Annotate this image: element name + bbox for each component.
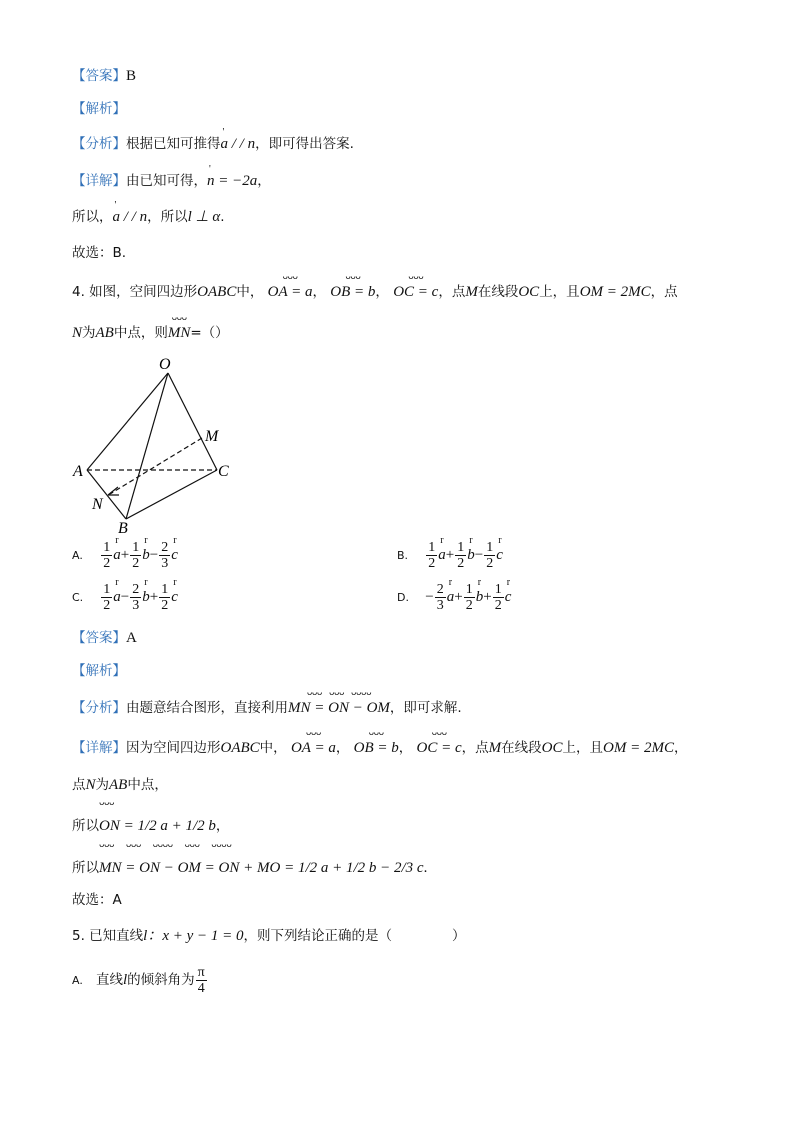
q4-mn-line: 所以 ᴗᴗᴗ ᴗᴗᴗ ᴗᴗᴗᴗ ᴗᴗᴗ ᴗᴗᴗᴗ MN = ON − OM = ON + MO = 1/2 a + 1/2 b − 2/3 c. <box>72 850 427 886</box>
xiangjie-text: 在线段 <box>501 740 542 756</box>
q4-on-line: 所以 ᴗᴗᴗ ON = 1/2 a + 1/2 b， <box>72 808 229 844</box>
q3-suoyi-line <box>72 207 225 227</box>
stem-text: ，点 <box>650 284 678 300</box>
vector-oc-eq: ᴗᴗᴗ OC = c <box>416 728 462 756</box>
xiangjie-text: 中， <box>259 740 287 756</box>
option-b: B. $\frac{1}{2}$ r a+ $\frac{1}{2}$ r b− $\frac{1}{2}$ r c <box>397 540 503 571</box>
q4-answer-line <box>72 628 137 648</box>
q3-analysis-line <box>72 99 126 119</box>
quad-name: OABC <box>197 284 237 300</box>
stem-text: =（） <box>190 325 229 341</box>
suoyi-label: 所以 <box>72 818 99 834</box>
segment-oc: OC <box>518 284 540 300</box>
point-n: N <box>85 777 96 793</box>
suoyi-math2: l ⊥ α <box>187 209 221 225</box>
point-n: N <box>72 325 83 341</box>
q5-option-a <box>72 962 208 999</box>
line-l: l <box>143 928 148 944</box>
option-a: A. $\frac{1}{2}$ r a+ $\frac{1}{2}$ r b− $\frac{2}{3}$ r c <box>72 540 178 571</box>
q4-stem-line1: 4. 如图，空间四边形OABC中， ᴗᴗᴗ OA = a， ᴗᴗᴗ OB = b， ᴗᴗᴗ OC = c，点M在线段OC上，且OM = 2MC，点 <box>72 272 678 300</box>
segment-ab: AB <box>109 777 128 793</box>
fenxi-math: ᴗᴗᴗ ᴗᴗᴗ ᴗᴗᴗᴗ MN = ON − OM <box>288 688 390 716</box>
segment-ab: AB <box>95 325 114 341</box>
xiangjie-text: ，点 <box>461 740 489 756</box>
text: 为 <box>95 777 110 793</box>
label-m: M <box>205 428 219 445</box>
choose-text: 故选：A <box>72 892 122 908</box>
point-m: M <box>465 284 478 300</box>
q3-answer-line <box>72 66 136 86</box>
analysis-tag: 【解析】 <box>72 101 126 117</box>
fenxi-text: 由题意结合图形，直接利用 <box>126 700 288 716</box>
q4-fenxi-line <box>72 688 462 718</box>
option-text: 的倾斜角为 <box>127 972 195 988</box>
q3-xiangjie-line <box>72 171 271 191</box>
text: 点 <box>72 777 86 793</box>
line-l: l <box>123 972 128 988</box>
suoyi-end: . <box>220 209 225 225</box>
label-n: N <box>92 496 103 513</box>
mn-expr: ᴗᴗᴗ ᴗᴗᴗ ᴗᴗᴗᴗ ᴗᴗᴗ ᴗᴗᴗᴗ MN = ON − OM = ON + MO = 1/2 a + 1/2 b − 2/3 c <box>99 840 424 876</box>
xiangjie-text: 上，且 <box>562 740 604 756</box>
fenxi-tail: ，即可求解. <box>389 700 462 716</box>
xiangjie-math: ' n = −2a <box>207 171 257 191</box>
edge-ob <box>126 373 168 519</box>
xiangjie-tag: 【详解】 <box>72 740 126 756</box>
answer-tag: 【答案】 <box>72 630 126 646</box>
q4-choose-line <box>72 890 122 910</box>
choose-text: 故选：B. <box>72 245 127 261</box>
vector-mn: ᴗᴗᴗ MN <box>167 313 191 341</box>
fenxi-tail: ，即可得出答案. <box>255 136 354 152</box>
edge-oa <box>87 373 168 470</box>
stem-text: 为 <box>82 325 96 341</box>
q3-choose-line <box>72 243 126 263</box>
vector-ob-eq: ᴗᴗᴗ OB = b <box>330 272 376 300</box>
label-b: B <box>118 520 128 537</box>
quad-name: OABC <box>220 740 260 756</box>
label-a: A <box>73 463 83 480</box>
om-eq: OM = 2MC <box>603 740 674 756</box>
stem-text: 中， <box>236 284 264 300</box>
suoyi-math1: ' a / / n <box>113 207 148 227</box>
q4-stem-line2 <box>72 313 229 343</box>
stem-text: 5. 已知直线 <box>72 928 144 944</box>
stem-text: ，则下列结论正确的是（ <box>243 928 393 944</box>
edge-oc <box>168 373 217 470</box>
segment-oc: OC <box>541 740 563 756</box>
q5-stem-line <box>72 926 466 946</box>
stem-text: 中点，则 <box>113 325 168 341</box>
xiangjie-tag: 【详解】 <box>72 173 126 189</box>
om-eq: OM = 2MC <box>579 284 651 300</box>
xiangjie-text: 由已知可得， <box>126 173 207 189</box>
vector-oc-eq: ᴗᴗᴗ OC = c <box>393 272 439 300</box>
q4-analysis-line <box>72 661 126 681</box>
stem-text: 4. 如图，空间四边形 <box>72 284 198 300</box>
label-o: O <box>159 356 171 373</box>
option-d: D. − $\frac{2}{3}$ r a+ $\frac{1}{2}$ r b+ $\frac{1}{2}$ r c <box>397 582 511 613</box>
arrow-head <box>108 487 119 495</box>
xiangjie-tail: ， <box>257 173 271 189</box>
q3-fenxi-line <box>72 134 354 154</box>
option-text: 直线 <box>96 972 123 988</box>
answer-value: A <box>126 630 137 646</box>
analysis-tag: 【解析】 <box>72 663 126 679</box>
answer-tag: 【答案】 <box>72 68 126 84</box>
line-equation: ：x + y − 1 = 0 <box>147 928 244 944</box>
point-m: M <box>488 740 502 756</box>
answer-value: B <box>126 68 137 84</box>
suoyi-mid: ，所以 <box>147 209 188 225</box>
vector-oa-eq: ᴗᴗᴗ OA = a <box>267 272 313 300</box>
on-expr: ᴗᴗᴗ ON = 1/2 a + 1/2 b <box>99 798 216 834</box>
suoyi-label: 所以 <box>72 860 99 876</box>
edge-bc <box>126 470 217 519</box>
stem-text: 在线段 <box>477 284 519 300</box>
vector-oa-eq: ᴗᴗᴗ OA = a <box>290 728 336 756</box>
vector-ob-eq: ᴗᴗᴗ OB = b <box>353 728 399 756</box>
fraction-pi-over-4: $\frac{\pi}{4}$ <box>197 965 205 996</box>
option-label: A. <box>72 974 83 987</box>
fenxi-tag: 【分析】 <box>72 136 126 152</box>
suoyi-label: 所以， <box>72 209 113 225</box>
fenxi-tag: 【分析】 <box>72 700 126 716</box>
fenxi-text: 根据已知可推得 <box>126 136 221 152</box>
label-c: C <box>218 463 229 480</box>
stem-text: 上，且 <box>539 284 580 300</box>
stem-text: ，点 <box>438 284 466 300</box>
stem-text: ） <box>452 928 466 944</box>
fenxi-math: ' a / / n <box>221 134 256 154</box>
q4-n-line <box>72 775 168 795</box>
option-c: C. $\frac{1}{2}$ r a− $\frac{2}{3}$ r b+ $\frac{1}{2}$ r c <box>72 582 178 613</box>
tetrahedron-figure <box>70 352 240 538</box>
xiangjie-text: 因为空间四边形 <box>126 740 221 756</box>
q4-xiangjie-line: 【详解】因为空间四边形OABC中， ᴗᴗᴗ OA = a， ᴗᴗᴗ OB = b， ᴗᴗᴗ OC = c，点M在线段OC上，且OM = 2MC， <box>72 728 688 756</box>
text: 中点， <box>127 777 168 793</box>
